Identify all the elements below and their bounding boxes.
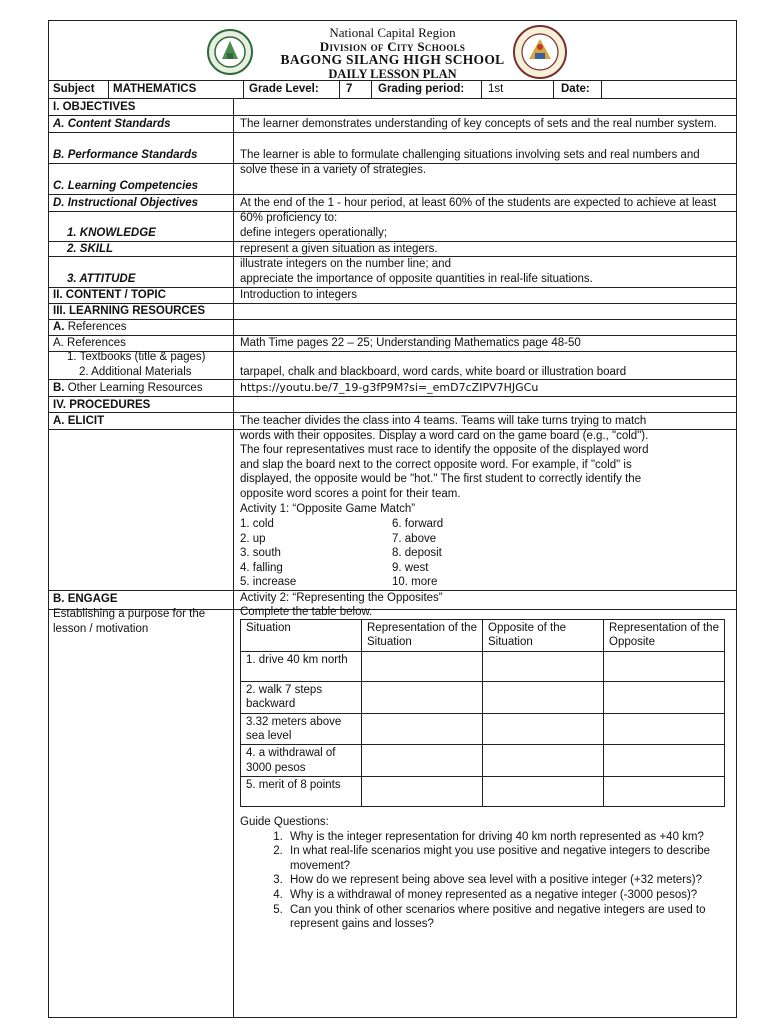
date-label: Date: xyxy=(561,83,590,95)
document-title: DAILY LESSON PLAN xyxy=(328,67,457,81)
table-row xyxy=(241,777,725,807)
blank-answer-cell[interactable] xyxy=(362,651,483,681)
situation-cell: 3.32 meters above sea level xyxy=(241,713,362,745)
blank-answer-cell[interactable] xyxy=(483,777,604,807)
blank-answer-cell[interactable] xyxy=(362,713,483,745)
guide-questions xyxy=(240,815,720,932)
performance-standards-text: The learner is able to formulate challenging situations involving sets and real numbers and solve these in a variety of strategies. xyxy=(240,149,700,176)
blank-answer-cell[interactable] xyxy=(604,745,725,777)
content-topic-label: II. CONTENT / TOPIC xyxy=(53,289,166,301)
activity2-instruction: Complete the table below. xyxy=(240,606,373,618)
table-header-cell: Representation of the Situation xyxy=(362,620,483,652)
blank-answer-cell[interactable] xyxy=(604,713,725,745)
opposite-word-item: 9. west xyxy=(392,561,429,574)
lesson-plan-frame xyxy=(48,20,737,1018)
elicit-label: A. ELICIT xyxy=(53,415,105,427)
elicit-line: The four representatives must race to identify the opposite of the displayed word xyxy=(240,444,649,457)
school-name: BAGONG SILANG HIGH SCHOOL xyxy=(280,52,505,67)
activity2-title: Activity 2: “Representing the Opposites” xyxy=(240,592,443,604)
skill-text-1: represent a given situation as integers. xyxy=(240,243,438,255)
school-header xyxy=(49,21,736,81)
procedures-heading: IV. PROCEDURES xyxy=(53,399,151,411)
situation-cell: 1. drive 40 km north xyxy=(241,651,362,681)
references-label-2: A. References xyxy=(53,337,126,349)
grade-level-value: 7 xyxy=(346,83,353,95)
situation-cell: 2. walk 7 steps backward xyxy=(241,681,362,713)
blank-answer-cell[interactable] xyxy=(483,681,604,713)
attitude-label: 3. ATTITUDE xyxy=(67,273,136,285)
elicit-line: words with their opposites. Display a word card on the game board (e.g., "cold"). xyxy=(240,429,649,442)
region-name: National Capital Region xyxy=(329,25,456,40)
opposite-word-item: 8. deposit xyxy=(392,547,442,560)
guide-question-item: 1. Why is the integer representation for driving 40 km north represented as +40 km? xyxy=(286,830,720,845)
skill-label: 2. SKILL xyxy=(67,243,114,255)
blank-answer-cell[interactable] xyxy=(362,745,483,777)
blank-answer-cell[interactable] xyxy=(483,651,604,681)
grading-period-label: Grading period: xyxy=(378,83,465,95)
blank-answer-cell[interactable] xyxy=(362,777,483,807)
deped-seal-icon xyxy=(207,29,253,75)
blank-answer-cell[interactable] xyxy=(483,713,604,745)
opposite-word-item: 7. above xyxy=(392,532,437,545)
blank-answer-cell[interactable] xyxy=(604,777,725,807)
table-row xyxy=(241,651,725,681)
engage-description-2: lesson / motivation xyxy=(53,623,149,635)
performance-standards-label: B. Performance Standards xyxy=(53,149,198,161)
blank-answer-cell[interactable] xyxy=(483,745,604,777)
references-label: A. References xyxy=(53,321,127,333)
textbooks-text: Math Time pages 22 – 25; Understanding Mathematics page 48-50 xyxy=(240,337,581,349)
elicit-line: The teacher divides the class into 4 teams. Teams will take turns trying to match xyxy=(240,415,647,427)
learning-competencies-label: C. Learning Competencies xyxy=(53,180,199,192)
situation-cell: 4. a withdrawal of 3000 pesos xyxy=(241,745,362,777)
subject-label: Subject xyxy=(53,83,95,95)
knowledge-label: 1. KNOWLEDGE xyxy=(67,227,156,239)
objectives-heading: I. OBJECTIVES xyxy=(53,101,136,113)
elicit-description xyxy=(240,414,730,502)
opposite-words-right xyxy=(392,517,443,590)
engage-description-1: Establishing a purpose for the xyxy=(53,608,206,620)
table-header-cell: Situation xyxy=(241,620,362,652)
other-resources-link[interactable]: https://youtu.be/7_19-g3fP9M?si=_emD7cZIPV7HJGCu xyxy=(240,381,539,394)
guide-question-item: 4. Why is a withdrawal of money represented as a negative integer (-3000 pesos)? xyxy=(286,888,720,903)
guide-question-item: 2. In what real-life scenarios might you use positive and negative integers to describe movement? xyxy=(286,844,720,873)
blank-answer-cell[interactable] xyxy=(604,681,725,713)
elicit-line: and slap the board next to the correct opposite word. For example, if "cold" is xyxy=(240,458,632,471)
grade-level-label: Grade Level: xyxy=(249,83,319,95)
table-header-cell: Representation of the Opposite xyxy=(604,620,725,652)
subject-value: MATHEMATICS xyxy=(113,83,197,95)
elicit-line: opposite word scores a point for their team. xyxy=(240,487,461,500)
activity1-title: Activity 1: “Opposite Game Match” xyxy=(240,503,416,515)
table-header-row xyxy=(241,620,725,652)
blank-answer-cell[interactable] xyxy=(604,651,725,681)
content-standards-text: The learner demonstrates understanding of key concepts of sets and the real number system. xyxy=(240,118,717,130)
table-row xyxy=(241,713,725,745)
table-row xyxy=(241,745,725,777)
elicit-line: displayed, the opposite would be "hot." The first student to correctly identify the xyxy=(240,473,642,486)
instructional-objectives-text: At the end of the 1 - hour period, at least 60% of the students are expected to achieve at least 60% proficiency to: xyxy=(240,197,717,224)
opposite-word-item: 3. south xyxy=(240,547,281,560)
situation-cell: 5. merit of 8 points xyxy=(241,777,362,807)
guide-question-item: 5. Can you think of other scenarios where positive and negative integers are used to represent gains and losses? xyxy=(286,903,720,932)
skill-text-2: illustrate integers on the number line; and xyxy=(240,258,451,270)
additional-materials-text: tarpapel, chalk and blackboard, word cards, white board or illustration board xyxy=(240,366,627,378)
opposite-word-item: 5. increase xyxy=(240,576,297,589)
opposite-words-left xyxy=(240,517,296,590)
blank-answer-cell[interactable] xyxy=(362,681,483,713)
school-seal-icon xyxy=(513,25,567,79)
opposite-word-item: 4. falling xyxy=(240,561,283,574)
opposite-word-item: 10. more xyxy=(392,576,438,589)
table-header-cell: Opposite of the Situation xyxy=(483,620,604,652)
instructional-objectives-label: D. Instructional Objectives xyxy=(53,197,199,209)
attitude-text: appreciate the importance of opposite quantities in real-life situations. xyxy=(240,273,593,285)
grading-period-value: 1st xyxy=(488,83,504,95)
engage-label: B. ENGAGE xyxy=(53,593,118,605)
guide-question-item: 3. How do we represent being above sea level with a positive integer (+32 meters)? xyxy=(286,873,720,888)
content-topic-text: Introduction to integers xyxy=(240,289,357,301)
opposite-word-item: 2. up xyxy=(240,532,266,545)
other-resources-label: B. Other Learning Resources xyxy=(53,382,203,394)
opposite-word-item: 6. forward xyxy=(392,518,444,530)
guide-questions-title: Guide Questions: xyxy=(240,816,329,828)
learning-resources-heading: III. LEARNING RESOURCES xyxy=(53,305,206,317)
opposite-word-item: 1. cold xyxy=(240,518,274,530)
representation-table xyxy=(240,619,725,807)
content-standards-label: A. Content Standards xyxy=(53,118,171,130)
table-row xyxy=(241,681,725,713)
division-name: Division of City Schools xyxy=(319,39,466,54)
additional-materials-label: 2. Additional Materials xyxy=(79,366,192,378)
knowledge-text: define integers operationally; xyxy=(240,227,388,239)
textbooks-label: 1. Textbooks (title & pages) xyxy=(67,351,206,363)
